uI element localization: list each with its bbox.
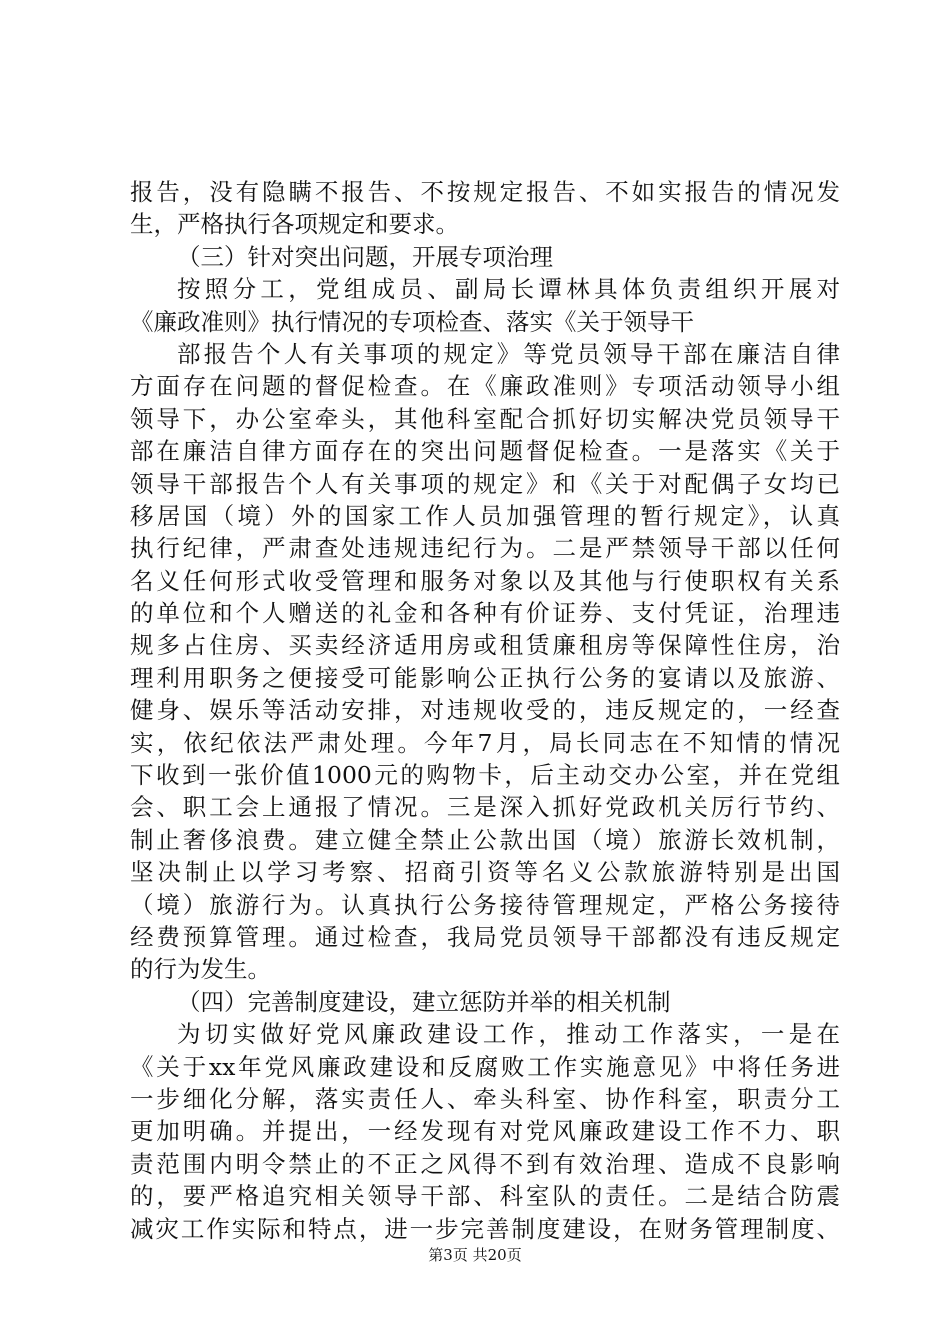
text-line: 执行纪律，严肃查处违规违纪行为。二是严禁领导干部以任何 [130, 534, 840, 563]
text-line: 坚决制止以学习考察、招商引资等名义公款旅游特别是出国 [130, 858, 840, 887]
text-line: 领导干部报告个人有关事项的规定》和《关于对配偶子女均已 [130, 469, 840, 498]
text-line: 规多占住房、买卖经济适用房或租赁廉租房等保障性住房，治 [130, 631, 840, 660]
text-line: 生，严格执行各项规定和要求。 [130, 210, 459, 239]
text-line: 领导下，办公室牵头，其他科室配合抓好切实解决党员领导干 [130, 404, 840, 433]
text-line: 移居国（境）外的国家工作人员加强管理的暂行规定》，认真 [130, 501, 840, 530]
text-line: 会、职工会上通报了情况。三是深入抓好党政机关厉行节约、 [130, 793, 840, 822]
text-line: 部在廉洁自律方面存在的突出问题督促检查。一是落实《关于 [130, 437, 840, 466]
text-line: 制止奢侈浪费。建立健全禁止公款出国（境）旅游长效机制， [130, 825, 840, 854]
text-line: 的，要严格追究相关领导干部、科室队的责任。二是结合防震 [130, 1182, 840, 1211]
text-line: 健身、娱乐等活动安排，对违规收受的，违反规定的，一经查 [130, 696, 840, 725]
text-line: 部报告个人有关事项的规定》等党员领导干部在廉洁自律 [177, 339, 840, 368]
text-line: 一步细化分解，落实责任人、牵头科室、协作科室，职责分工 [130, 1084, 840, 1113]
text-line: 报告，没有隐瞒不报告、不按规定报告、不如实报告的情况发 [130, 178, 840, 206]
text-line: 责范围内明令禁止的不正之风得不到有效治理、造成不良影响 [130, 1149, 840, 1178]
text-line: （境）旅游行为。认真执行公务接待管理规定，严格公务接待 [130, 890, 840, 919]
text-line: 《关于xx年党风廉政建设和反腐败工作实施意见》中将任务进 [130, 1052, 840, 1081]
text-line: 减灾工作实际和特点，进一步完善制度建设，在财务管理制度、 [130, 1214, 840, 1243]
text-line: 为切实做好党风廉政建设工作，推动工作落实，一是在 [177, 1020, 840, 1049]
text-line: 理利用职务之便接受可能影响公正执行公务的宴请以及旅游、 [130, 663, 840, 692]
text-line: 经费预算管理。通过检查，我局党员领导干部都没有违反规定 [130, 922, 840, 951]
text-line: 实，依纪依法严肃处理。今年7月，局长同志在不知情的情况 [130, 728, 840, 757]
text-line: 更加明确。并提出，一经发现有对党风廉政建设工作不力、职 [130, 1117, 840, 1146]
text-line: 下收到一张价值1000元的购物卡，后主动交办公室，并在党组 [130, 761, 840, 790]
section-heading: （四）完善制度建设，建立惩防并举的相关机制 [177, 987, 671, 1016]
text-line: 的单位和个人赠送的礼金和各种有价证券、支付凭证，治理违 [130, 599, 840, 628]
body-text [130, 176, 840, 1245]
text-line: 《廉政准则》执行情况的专项检查、落实《关于领导干 [130, 307, 694, 336]
text-line: 方面存在问题的督促检查。在《廉政准则》专项活动领导小组 [130, 372, 840, 401]
section-heading: （三）针对突出问题，开展专项治理 [177, 242, 553, 271]
page-number-footer: 第3页 共20页 [428, 1246, 522, 1264]
text-line: 按照分工，党组成员、副局长谭林具体负责组织开展对 [177, 275, 840, 304]
text-line: 名义任何形式收受管理和服务对象以及其他与行使职权有关系 [130, 566, 840, 595]
text-line: 的行为发生。 [130, 955, 271, 984]
